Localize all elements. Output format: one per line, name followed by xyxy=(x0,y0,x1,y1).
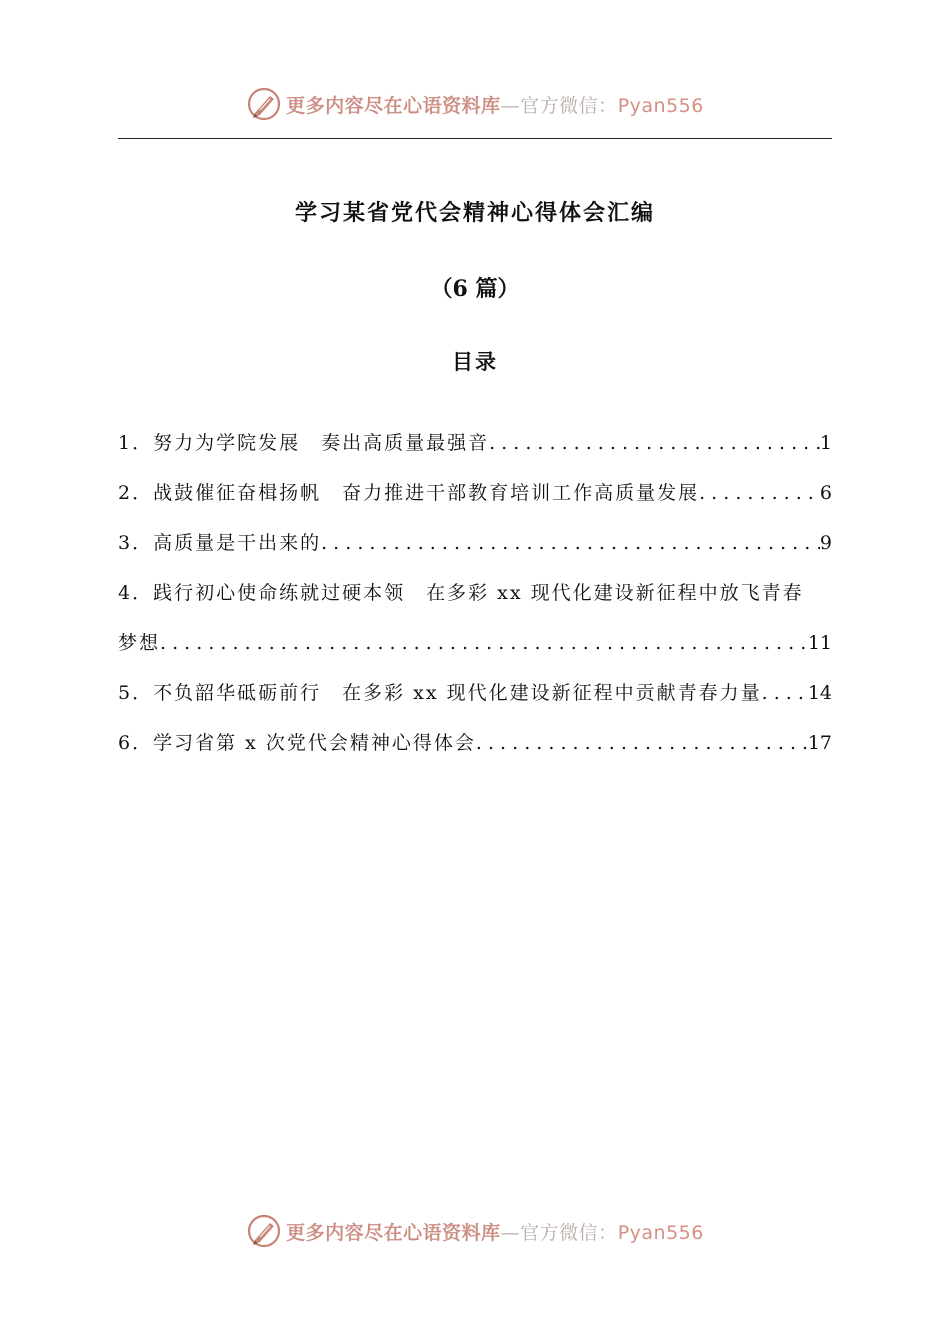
document-title: 学习某省党代会精神心得体会汇编 xyxy=(294,200,655,226)
toc-entry-page: 17 xyxy=(807,732,832,754)
header-banner-wechat-id: Pyan556 xyxy=(617,94,704,117)
toc-entry-title-line1: 4．践行初心使命练就过硬本领 在多彩 xx 现代化建设新征程中放飞青春 xyxy=(118,582,804,604)
toc-dot-leader xyxy=(762,668,808,718)
toc-entry-page: 6 xyxy=(819,482,832,504)
toc-heading: 目录 xyxy=(452,349,498,374)
toc-entry-4[interactable] xyxy=(118,568,832,668)
pen-logo-icon xyxy=(246,1213,282,1249)
footer-banner-wechat-label: —官方微信： xyxy=(500,1221,618,1244)
header-banner xyxy=(0,82,950,126)
pen-logo-icon xyxy=(246,86,282,122)
footer-banner xyxy=(0,1209,950,1253)
toc-entry-5[interactable] xyxy=(118,668,832,718)
toc-entry-title: 6．学习省第 x 次党代会精神心得体会 xyxy=(118,732,476,754)
toc-entry-2[interactable] xyxy=(118,468,832,518)
toc-dot-leader xyxy=(476,718,808,768)
toc-entry-title: 3．高质量是干出来的 xyxy=(118,532,322,554)
header-banner-wechat-label: —官方微信： xyxy=(500,94,618,117)
toc-dot-leader xyxy=(321,518,820,568)
toc-dot-leader xyxy=(699,468,820,518)
footer-banner-site: 更多内容尽在心语资料库 xyxy=(286,1221,501,1244)
toc-entry-title: 1．努力为学院发展 奏出高质量最强音 xyxy=(118,432,490,454)
header-banner-text xyxy=(286,91,704,118)
toc-entry-1[interactable] xyxy=(118,418,832,468)
toc-entry-title: 5．不负韶华砥砺前行 在多彩 xx 现代化建设新征程中贡献青春力量 xyxy=(118,682,762,704)
footer-banner-text xyxy=(286,1218,704,1245)
footer-banner-wechat-id: Pyan556 xyxy=(617,1221,704,1244)
toc-entry-title: 2．战鼓催征奋楫扬帆 奋力推进干部教育培训工作高质量发展 xyxy=(118,482,700,504)
header-banner-site: 更多内容尽在心语资料库 xyxy=(286,94,501,117)
toc-dot-leader xyxy=(160,618,808,668)
toc-entry-3[interactable] xyxy=(118,518,832,568)
toc-entry-page: 9 xyxy=(819,532,832,554)
toc-entry-6[interactable] xyxy=(118,718,832,768)
header-rule xyxy=(118,138,832,139)
table-of-contents xyxy=(118,418,832,768)
document-subtitle: （6 篇） xyxy=(430,276,520,302)
toc-entry-title: 梦想 xyxy=(118,632,161,654)
toc-entry-page: 11 xyxy=(807,632,832,654)
toc-entry-page: 14 xyxy=(807,682,832,704)
toc-dot-leader xyxy=(489,418,820,468)
toc-entry-page: 1 xyxy=(819,432,832,454)
